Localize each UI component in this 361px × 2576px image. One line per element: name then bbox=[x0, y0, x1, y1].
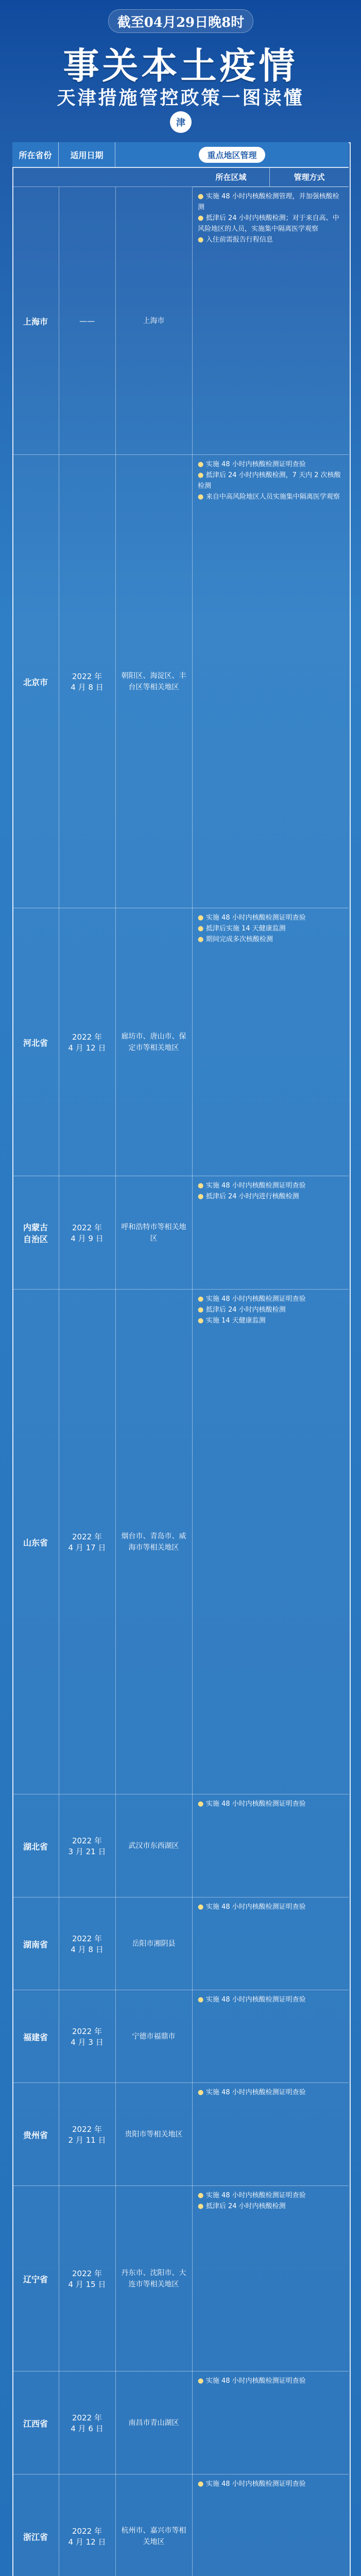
management-text: 实施 48 小时内核酸检测证明查验 bbox=[205, 2480, 306, 2488]
management-item bbox=[198, 923, 343, 934]
subtitle: 天津措施管控政策一图读懂 bbox=[57, 88, 304, 109]
management-text: 实施 48 小时内核酸检测证明查验 bbox=[205, 1182, 306, 1190]
table-row bbox=[12, 454, 349, 908]
table-row bbox=[12, 2474, 349, 2576]
row-date: 2022 年 4 月 6 日 bbox=[59, 2371, 116, 2475]
management-item bbox=[198, 492, 343, 502]
row-area: 丹东市、沈阳市、大连市等相关地区 bbox=[115, 2186, 193, 2371]
row-province: 辽宁省 bbox=[12, 2186, 59, 2371]
management-text: 入住前需报告行程信息 bbox=[205, 236, 273, 244]
row-management bbox=[193, 2083, 349, 2186]
bullet-icon: ● bbox=[198, 493, 206, 501]
management-item bbox=[198, 213, 343, 234]
row-province: 河北省 bbox=[12, 908, 59, 1176]
header-key-area bbox=[115, 142, 349, 167]
bullet-icon: ● bbox=[198, 214, 206, 222]
table-row bbox=[12, 1176, 349, 1290]
management-item bbox=[198, 191, 343, 213]
management-item bbox=[198, 459, 343, 470]
bullet-icon: ● bbox=[198, 461, 206, 468]
row-date: 2022 年 4 月 3 日 bbox=[59, 1990, 116, 2083]
table-row bbox=[12, 1794, 349, 1897]
management-item bbox=[198, 470, 343, 492]
row-management bbox=[193, 1794, 349, 1897]
management-text: 抵津后 24 小时内核酸检测 bbox=[205, 1306, 286, 1314]
row-area: 贵阳市等相关地区 bbox=[115, 2083, 193, 2186]
bullet-icon: ● bbox=[198, 1182, 206, 1190]
table-header-row bbox=[12, 142, 349, 168]
management-item bbox=[198, 2479, 343, 2489]
row-management bbox=[193, 908, 349, 1176]
management-item bbox=[198, 1191, 343, 1202]
management-item bbox=[198, 912, 343, 923]
table-row bbox=[12, 1990, 349, 2083]
management-text: 抵津后 24 小时内核酸检测；对于来自高、中风险地区的人员，实施集中隔离医学观察 bbox=[198, 214, 339, 233]
management-text: 抵津后 24 小时内核酸检测，7 天内 2 次核酸检测 bbox=[198, 471, 341, 490]
table-subheader-row bbox=[193, 167, 349, 187]
management-text: 抵津后 24 小时内核酸检测 bbox=[205, 2202, 286, 2210]
management-item bbox=[198, 234, 343, 245]
management-text: 实施 48 小时内核酸检测证明查验 bbox=[205, 2089, 306, 2096]
management-text: 实施 48 小时内核酸检测管理，并加强核酸检测 bbox=[198, 193, 339, 211]
row-date: 2022 年 4 月 17 日 bbox=[59, 1290, 116, 1794]
management-text: 实施 48 小时内核酸检测证明查验 bbox=[205, 2377, 306, 2385]
row-area: 宁德市福鼎市 bbox=[115, 1990, 193, 2083]
management-item bbox=[198, 1902, 343, 1912]
management-text: 实施 48 小时内核酸检测证明查验 bbox=[205, 1996, 306, 2004]
row-province: 江西省 bbox=[12, 2371, 59, 2475]
row-area: 杭州市、嘉兴市等相关地区 bbox=[115, 2475, 193, 2576]
bullet-icon: ● bbox=[198, 193, 206, 200]
management-text: 抵津后实施 14 天健康监测 bbox=[205, 925, 286, 933]
bullet-icon: ● bbox=[198, 1306, 206, 1314]
table-row bbox=[12, 187, 349, 455]
row-province: 上海市 bbox=[12, 187, 59, 455]
bullet-icon: ● bbox=[198, 471, 206, 479]
management-item bbox=[198, 2190, 343, 2201]
management-item bbox=[198, 1994, 343, 2005]
main-title: 事关本土疫情 bbox=[63, 44, 298, 87]
bullet-icon: ● bbox=[198, 1193, 206, 1200]
bullet-icon: ● bbox=[198, 1903, 206, 1911]
row-date: 2022 年 4 月 12 日 bbox=[59, 2475, 116, 2576]
row-date: 2022 年 4 月 8 日 bbox=[59, 455, 116, 908]
management-text: 实施 48 小时内核酸检测证明查验 bbox=[205, 461, 306, 468]
row-province: 贵州省 bbox=[12, 2083, 59, 2186]
management-text: 实施 48 小时内核酸检测证明查验 bbox=[205, 1903, 306, 1911]
table-row bbox=[12, 2185, 349, 2371]
header-province: 所在省份 bbox=[12, 142, 59, 167]
bullet-icon: ● bbox=[198, 2202, 206, 2210]
row-management bbox=[193, 2186, 349, 2371]
management-item bbox=[198, 934, 343, 945]
management-text: 实施 48 小时内核酸检测证明查验 bbox=[205, 1295, 306, 1303]
row-management bbox=[193, 1176, 349, 1290]
bullet-icon: ● bbox=[198, 2480, 206, 2488]
management-item bbox=[198, 1180, 343, 1191]
management-text: 抵津后 24 小时内进行核酸检测 bbox=[205, 1193, 299, 1200]
management-item bbox=[198, 2087, 343, 2098]
row-date: 2022 年 2 月 11 日 bbox=[59, 2083, 116, 2186]
header-mgmt: 管理方式 bbox=[294, 172, 325, 182]
row-area: 朝阳区、海淀区、丰台区等相关地区 bbox=[115, 455, 193, 908]
management-text: 实施 48 小时内核酸检测证明查验 bbox=[205, 2192, 306, 2199]
row-province: 湖南省 bbox=[12, 1897, 59, 1990]
row-management bbox=[193, 187, 349, 455]
row-management bbox=[193, 1897, 349, 1990]
management-item bbox=[198, 1304, 343, 1315]
row-date: 2022 年 4 月 9 日 bbox=[59, 1176, 116, 1290]
header-date: 适用日期 bbox=[59, 142, 115, 167]
bullet-icon: ● bbox=[198, 914, 206, 922]
bullet-icon: ● bbox=[198, 2089, 206, 2096]
table-row bbox=[12, 2082, 349, 2186]
management-text: 来自中高风险地区人员实施集中隔离医学观察 bbox=[205, 493, 340, 501]
row-province: 湖北省 bbox=[12, 1794, 59, 1897]
management-item bbox=[198, 2201, 343, 2212]
row-area: 岳阳市湘阴县 bbox=[115, 1897, 193, 1990]
row-area: 武汉市东西湖区 bbox=[115, 1794, 193, 1897]
bullet-icon: ● bbox=[198, 1317, 206, 1325]
bullet-icon: ● bbox=[198, 925, 206, 933]
header bbox=[0, 0, 361, 139]
bullet-icon: ● bbox=[198, 2377, 206, 2385]
row-area: 呼和浩特市等相关地区 bbox=[115, 1176, 193, 1290]
row-date: 2022 年 4 月 12 日 bbox=[59, 908, 116, 1176]
management-text: 实施 48 小时内核酸检测证明查验 bbox=[205, 914, 306, 922]
header-key-area-pill: 重点地区管理 bbox=[199, 147, 265, 163]
date-pill: 截至04月29日晚8时 bbox=[108, 9, 253, 33]
brand-badge-icon: 津 bbox=[170, 111, 192, 133]
bullet-icon: ● bbox=[198, 236, 206, 244]
row-province: 北京市 bbox=[12, 455, 59, 908]
header-area: 所在区域 bbox=[193, 167, 270, 187]
row-date: 2022 年 4 月 8 日 bbox=[59, 1897, 116, 1990]
management-text: 实施 14 天健康监测 bbox=[205, 1317, 266, 1325]
row-date: 2022 年 3 月 21 日 bbox=[59, 1794, 116, 1897]
table-row bbox=[12, 1289, 349, 1794]
row-province: 内蒙古 自治区 bbox=[12, 1176, 59, 1290]
row-date: 2022 年 4 月 15 日 bbox=[59, 2186, 116, 2371]
row-province: 山东省 bbox=[12, 1290, 59, 1794]
row-province: 浙江省 bbox=[12, 2475, 59, 2576]
row-management bbox=[193, 1990, 349, 2083]
row-area: 烟台市、青岛市、威海市等相关地区 bbox=[115, 1290, 193, 1794]
table-row bbox=[12, 2371, 349, 2475]
row-date: —— bbox=[59, 187, 116, 455]
management-item bbox=[198, 1799, 343, 1809]
management-text: 期间完成多次核酸检测 bbox=[205, 936, 273, 943]
row-area: 南昌市青山湖区 bbox=[115, 2371, 193, 2475]
management-text: 实施 48 小时内核酸检测证明查验 bbox=[205, 1800, 306, 1808]
row-management bbox=[193, 1290, 349, 1794]
row-province: 福建省 bbox=[12, 1990, 59, 2083]
row-area: 廊坊市、唐山市、保定市等相关地区 bbox=[115, 908, 193, 1176]
table-row bbox=[12, 1897, 349, 1990]
management-item bbox=[198, 1315, 343, 1326]
row-management bbox=[193, 2371, 349, 2475]
row-management bbox=[193, 2475, 349, 2576]
bullet-icon: ● bbox=[198, 2192, 206, 2199]
management-item bbox=[198, 1294, 343, 1304]
bullet-icon: ● bbox=[198, 1295, 206, 1303]
table-row bbox=[12, 908, 349, 1176]
row-management bbox=[193, 455, 349, 908]
bullet-icon: ● bbox=[198, 936, 206, 943]
bullet-icon: ● bbox=[198, 1996, 206, 2004]
row-area: 上海市 bbox=[115, 187, 193, 455]
management-item bbox=[198, 2376, 343, 2386]
bullet-icon: ● bbox=[198, 1800, 206, 1808]
